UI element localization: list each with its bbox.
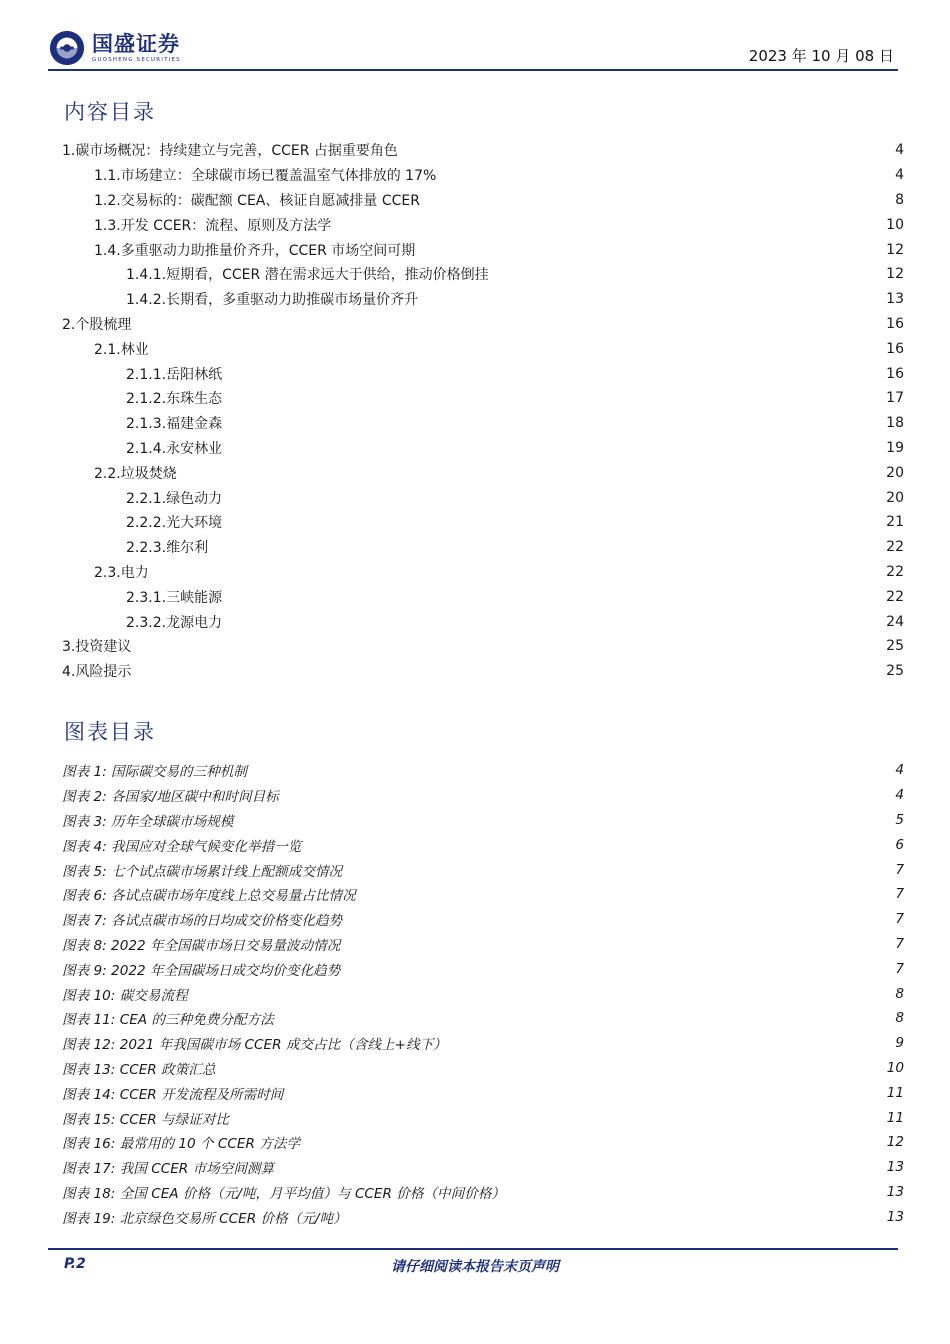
toc-entry[interactable]: 1.碳市场概况：持续建立与完善，CCER 占据重要角色 4 xyxy=(62,142,904,160)
toc-entry[interactable]: 2.3.电力 22 xyxy=(94,563,904,581)
figure-entry[interactable]: 图表 13: CCER 政策汇总 10 xyxy=(62,1059,904,1078)
toc-entry[interactable]: 2.1.林业 16 xyxy=(94,340,904,358)
toc-entry[interactable]: 2.1.2.东珠生态 17 xyxy=(126,390,904,408)
toc-title: 内容目录 xyxy=(64,100,156,124)
figure-entry[interactable]: 图表 4: 我国应对全球气候变化举措一览 6 xyxy=(62,836,904,855)
figure-entry[interactable]: 图表 9: 2022 年全国碳场日成交均价变化趋势 7 xyxy=(62,960,904,979)
figure-entry[interactable]: 图表 12: 2021 年我国碳市场 CCER 成交占比（含线上+线下） 9 xyxy=(62,1035,904,1054)
toc-entry[interactable]: 2.2.3.维尔利 22 xyxy=(126,539,904,557)
toc-entry[interactable]: 1.4.2.长期看，多重驱动力助推碳市场量价齐升 13 xyxy=(126,291,904,309)
disclaimer-note: 请仔细阅读本报告末页声明 xyxy=(391,1259,559,1275)
figure-entry[interactable]: 图表 16: 最常用的 10 个 CCER 方法学 12 xyxy=(62,1134,904,1153)
footer-divider xyxy=(48,1248,898,1250)
toc-entry[interactable]: 3.投资建议 25 xyxy=(62,638,904,656)
toc-entry[interactable]: 2.个股梳理 16 xyxy=(62,315,904,333)
toc-entry[interactable]: 2.1.4.永安林业 19 xyxy=(126,439,904,457)
report-date: 2023 年 10 月 08 日 xyxy=(748,47,894,65)
header-divider xyxy=(48,69,898,71)
table-of-contents xyxy=(62,138,904,684)
logo-english-name: GUOSHENG SECURITIES xyxy=(92,57,181,63)
figure-entry[interactable]: 图表 17: 我国 CCER 市场空间测算 13 xyxy=(62,1159,904,1178)
toc-entry[interactable]: 2.3.1.三峡能源 22 xyxy=(126,588,904,606)
toc-entry[interactable]: 2.3.2.龙源电力 24 xyxy=(126,613,904,631)
page-header xyxy=(48,28,898,70)
toc-entry[interactable]: 1.3.开发 CCER：流程、原则及方法学 10 xyxy=(94,216,904,234)
figure-entry[interactable]: 图表 2: 各国家/地区碳中和时间目标 4 xyxy=(62,787,904,806)
guosheng-logo-icon xyxy=(48,29,86,67)
figure-entry[interactable]: 图表 15: CCER 与绿证对比 11 xyxy=(62,1109,904,1128)
list-of-figures xyxy=(62,758,904,1229)
figure-entry[interactable]: 图表 10: 碳交易流程 8 xyxy=(62,985,904,1004)
toc-entry[interactable]: 1.2.交易标的：碳配额 CEA、核证自愿减排量 CCER 8 xyxy=(94,191,904,209)
figure-entry[interactable]: 图表 7: 各试点碳市场的日均成交价格变化趋势 7 xyxy=(62,911,904,930)
toc-entry[interactable]: 2.1.1.岳阳林纸 16 xyxy=(126,365,904,383)
page-number: P.2 xyxy=(64,1256,86,1272)
figure-entry[interactable]: 图表 11: CEA 的三种免费分配方法 8 xyxy=(62,1010,904,1029)
logo-chinese-name: 国盛证券 xyxy=(92,32,180,56)
figure-entry[interactable]: 图表 5: 七个试点碳市场累计线上配额成交情况 7 xyxy=(62,861,904,880)
toc-entry[interactable]: 1.4.多重驱动力助推量价齐升，CCER 市场空间可期 12 xyxy=(94,241,904,259)
figure-entry[interactable]: 图表 3: 历年全球碳市场规模 5 xyxy=(62,811,904,830)
toc-entry[interactable]: 1.4.1.短期看，CCER 潜在需求远大于供给，推动价格倒挂 12 xyxy=(126,266,904,284)
toc-entry[interactable]: 2.1.3.福建金森 18 xyxy=(126,415,904,433)
company-logo xyxy=(48,28,181,68)
figure-entry[interactable]: 图表 1: 国际碳交易的三种机制 4 xyxy=(62,762,904,781)
toc-entry[interactable]: 2.2.垃圾焚烧 20 xyxy=(94,464,904,482)
figure-entry[interactable]: 图表 6: 各试点碳市场年度线上总交易量占比情况 7 xyxy=(62,886,904,905)
toc-entry[interactable]: 2.2.2.光大环境 21 xyxy=(126,514,904,532)
figure-entry[interactable]: 图表 19: 北京绿色交易所 CCER 价格（元/吨） 13 xyxy=(62,1208,904,1227)
toc-entry[interactable]: 2.2.1.绿色动力 20 xyxy=(126,489,904,507)
figure-entry[interactable]: 图表 8: 2022 年全国碳市场日交易量波动情况 7 xyxy=(62,935,904,954)
figure-entry[interactable]: 图表 14: CCER 开发流程及所需时间 11 xyxy=(62,1084,904,1103)
toc-entry[interactable]: 1.1.市场建立：全球碳市场已覆盖温室气体排放的 17% 4 xyxy=(94,167,904,185)
figures-title: 图表目录 xyxy=(64,720,156,744)
figure-entry[interactable]: 图表 18: 全国 CEA 价格（元/吨，月平均值）与 CCER 价格（中间价格） 13 xyxy=(62,1183,904,1202)
toc-entry[interactable]: 4.风险提示 25 xyxy=(62,663,904,681)
